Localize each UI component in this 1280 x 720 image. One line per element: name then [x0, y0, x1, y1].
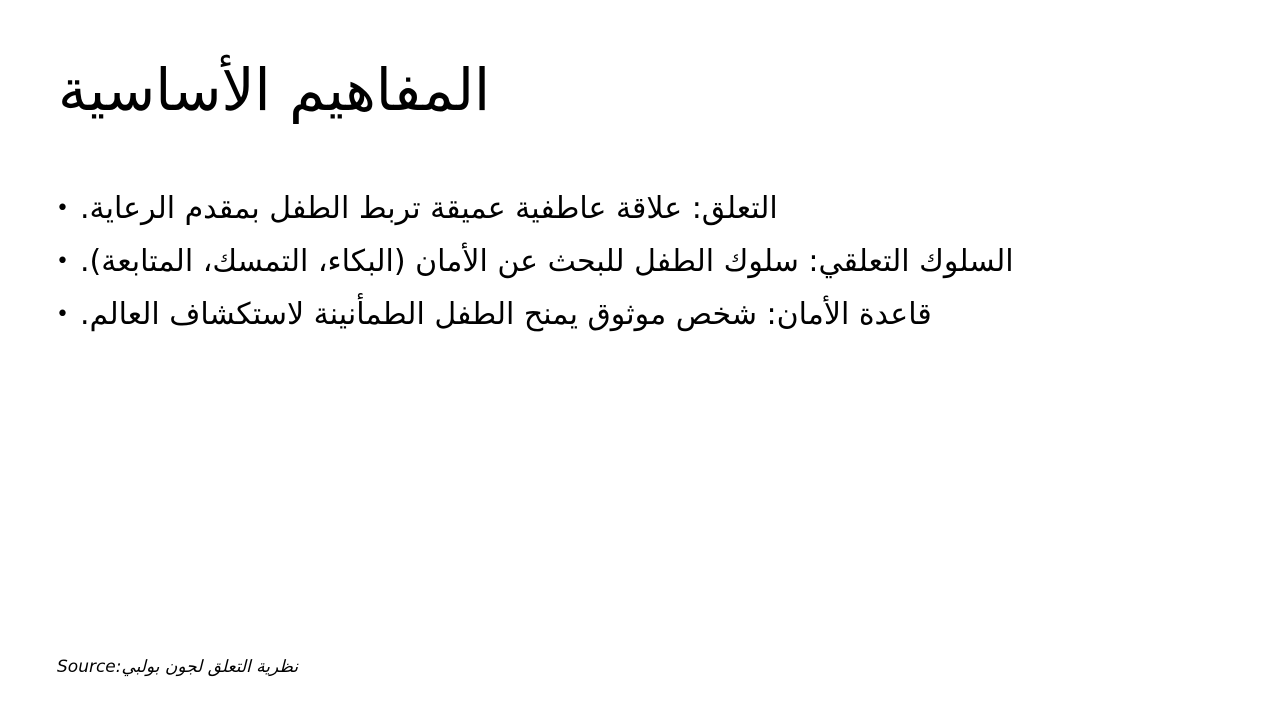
bullet-text: قاعدة الأمان: شخص موثوق يمنح الطفل الطمأنينة لاستكشاف العالم. [80, 297, 932, 332]
slide-title: المفاهيم الأساسية [58, 56, 491, 124]
bullet-icon: • [56, 302, 69, 327]
bullet-text: التعلق: علاقة عاطفية عميقة تربط الطفل بمقدم الرعاية. [80, 191, 778, 226]
bullet-icon: • [56, 196, 69, 221]
bullet-text: السلوك التعلقي: سلوك الطفل للبحث عن الأمان (البكاء، التمسك، المتابعة). [80, 244, 1014, 279]
bullet-icon: • [56, 249, 69, 274]
source-text: نظرية التعلق لجون بولبي [121, 657, 299, 677]
bullet-item [56, 182, 1014, 235]
source-citation [57, 657, 298, 677]
bullet-item [56, 235, 1014, 288]
bullet-item [56, 288, 1014, 341]
source-label: Source: [57, 657, 122, 677]
bullet-list [56, 182, 1014, 341]
